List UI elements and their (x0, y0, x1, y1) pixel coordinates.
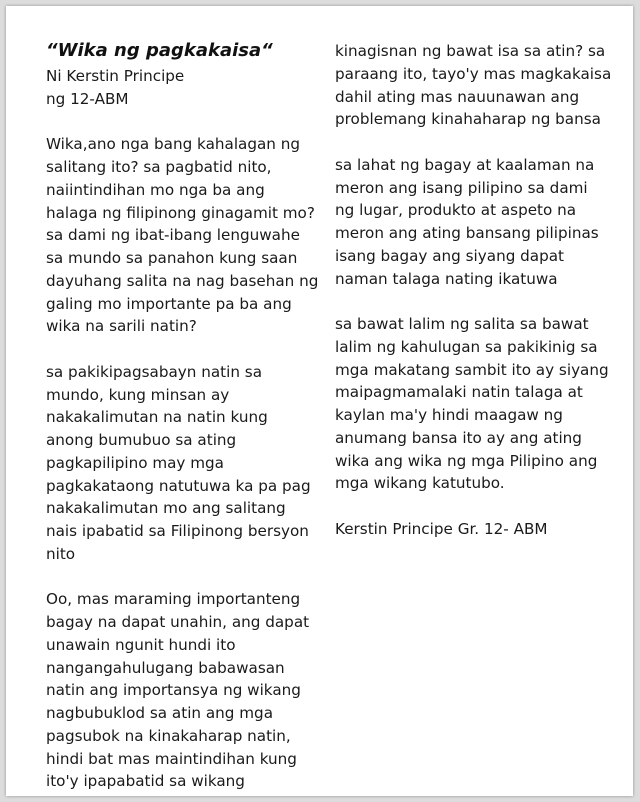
text-line: anong bumubuo sa ating (46, 431, 237, 449)
grade-line: ng 12-ABM (46, 89, 129, 108)
text-line: meron ang ating bansang pilipinas (335, 224, 599, 242)
text-line: lalim ng kahulugan sa pakikinig sa (335, 337, 598, 356)
text-line: halaga ng filipinong ginagamit mo? (46, 203, 315, 222)
text-line: kaylan ma'y hindi maagaw ng (335, 406, 563, 424)
text-line: wika na sarili natin? (46, 317, 197, 336)
paragraph-gap (335, 290, 605, 313)
text-line: mga wikang katutubo. (335, 474, 505, 493)
text-line: bagay na dapat unahin, ang dapat (46, 613, 310, 631)
paragraph-gap (46, 566, 316, 589)
text-line: isang bagay ang siyang dapat (335, 246, 565, 265)
text-line: maipagmamalaki natin talaga at (335, 383, 583, 402)
text-line: galing mo importante pa ba ang (46, 294, 292, 313)
text-line: naman talaga nating ikatuwa (335, 269, 558, 288)
text-line: sa dami ng ibat-ibang lenguwahe (46, 226, 300, 245)
text-line: pagkakataong natutuwa ka pa pag (46, 476, 311, 495)
right-paragraph (335, 313, 609, 495)
text-line: nito (46, 544, 76, 563)
text-line: problemang kinahaharap ng bansa (335, 110, 601, 129)
paragraph-gap (46, 338, 316, 361)
text-line: dahil ating mas nauunawan ang (335, 87, 580, 106)
text-line: pagsubok na kinakaharap natin, (46, 726, 291, 745)
text-line: pagkapilipino may mga (46, 453, 224, 472)
right-paragraph (335, 154, 605, 291)
text-line: hindi bat mas maintindihan kung (46, 749, 297, 768)
text-line: dayuhang salita na nag basehan ng (46, 271, 319, 290)
text-line: nagbubuklod sa atin ang mga (46, 704, 274, 722)
text-line: natin ang importansya ng wikang (46, 681, 301, 700)
text-line: Kerstin Principe Gr. 12- ABM (335, 519, 548, 538)
left-paragraph (46, 588, 316, 793)
left-paragraph (46, 361, 316, 566)
text-line: meron ang isang pilipino sa dami (335, 178, 588, 197)
text-line: nangangahulugang babawasan (46, 658, 285, 677)
text-line: paraang ito, tayo'y mas magkakaisa (335, 64, 612, 83)
left-column (46, 40, 319, 793)
text-line: ng lugar, produkto at aspeto na (335, 201, 577, 220)
text-line: unawain ngunit hundi ito (46, 635, 236, 654)
text-line: sa bawat lalim ng salita sa bawat (335, 315, 589, 333)
text-line: Oo, mas maraming importanteng (46, 590, 301, 609)
text-line: mga makatang sambit ito ay siyang (335, 360, 609, 379)
right-column (335, 40, 612, 541)
text-line: mundo, kung minsan ay (46, 385, 230, 404)
right-body (335, 40, 612, 541)
text-line: anumang bansa ito ay ang ating (335, 428, 582, 447)
text-line: sa lahat ng bagay at kaalaman na (335, 155, 595, 174)
text-line: sa pakikipagsabayn natin sa (46, 362, 262, 381)
document-page (6, 6, 633, 796)
text-line: naiintindihan mo nga ba ang (46, 180, 265, 199)
author-line: Ni Kerstin Principe (46, 67, 185, 85)
right-paragraph (335, 40, 612, 131)
paragraph-gap (46, 111, 316, 134)
text-line: kinagisnan ng bawat isa sa atin? sa (335, 42, 606, 60)
left-paragraph (46, 133, 319, 338)
text-line: ito'y ipapabatid sa wikang (46, 772, 245, 791)
left-body (46, 133, 319, 793)
paragraph-gap (335, 495, 605, 518)
text-line: wika ang wika ng mga Pilipino ang (335, 451, 598, 470)
text-line: Wika,ano nga bang kahalagan ng (46, 135, 301, 154)
text-line: sa mundo sa panahon kung saan (46, 249, 298, 267)
right-paragraph (335, 518, 605, 541)
paragraph-gap (335, 131, 605, 154)
text-line: nakakalimutan na natin kung (46, 408, 268, 427)
essay-title: “Wika ng pagkakaisa“ (46, 40, 273, 61)
text-line: salitang ito? sa pagbatid nito, (46, 158, 272, 176)
text-line: nakakalimutan mo ang salitang (46, 499, 286, 518)
text-line: nais ipabatid sa Filipinong bersyon (46, 522, 309, 540)
